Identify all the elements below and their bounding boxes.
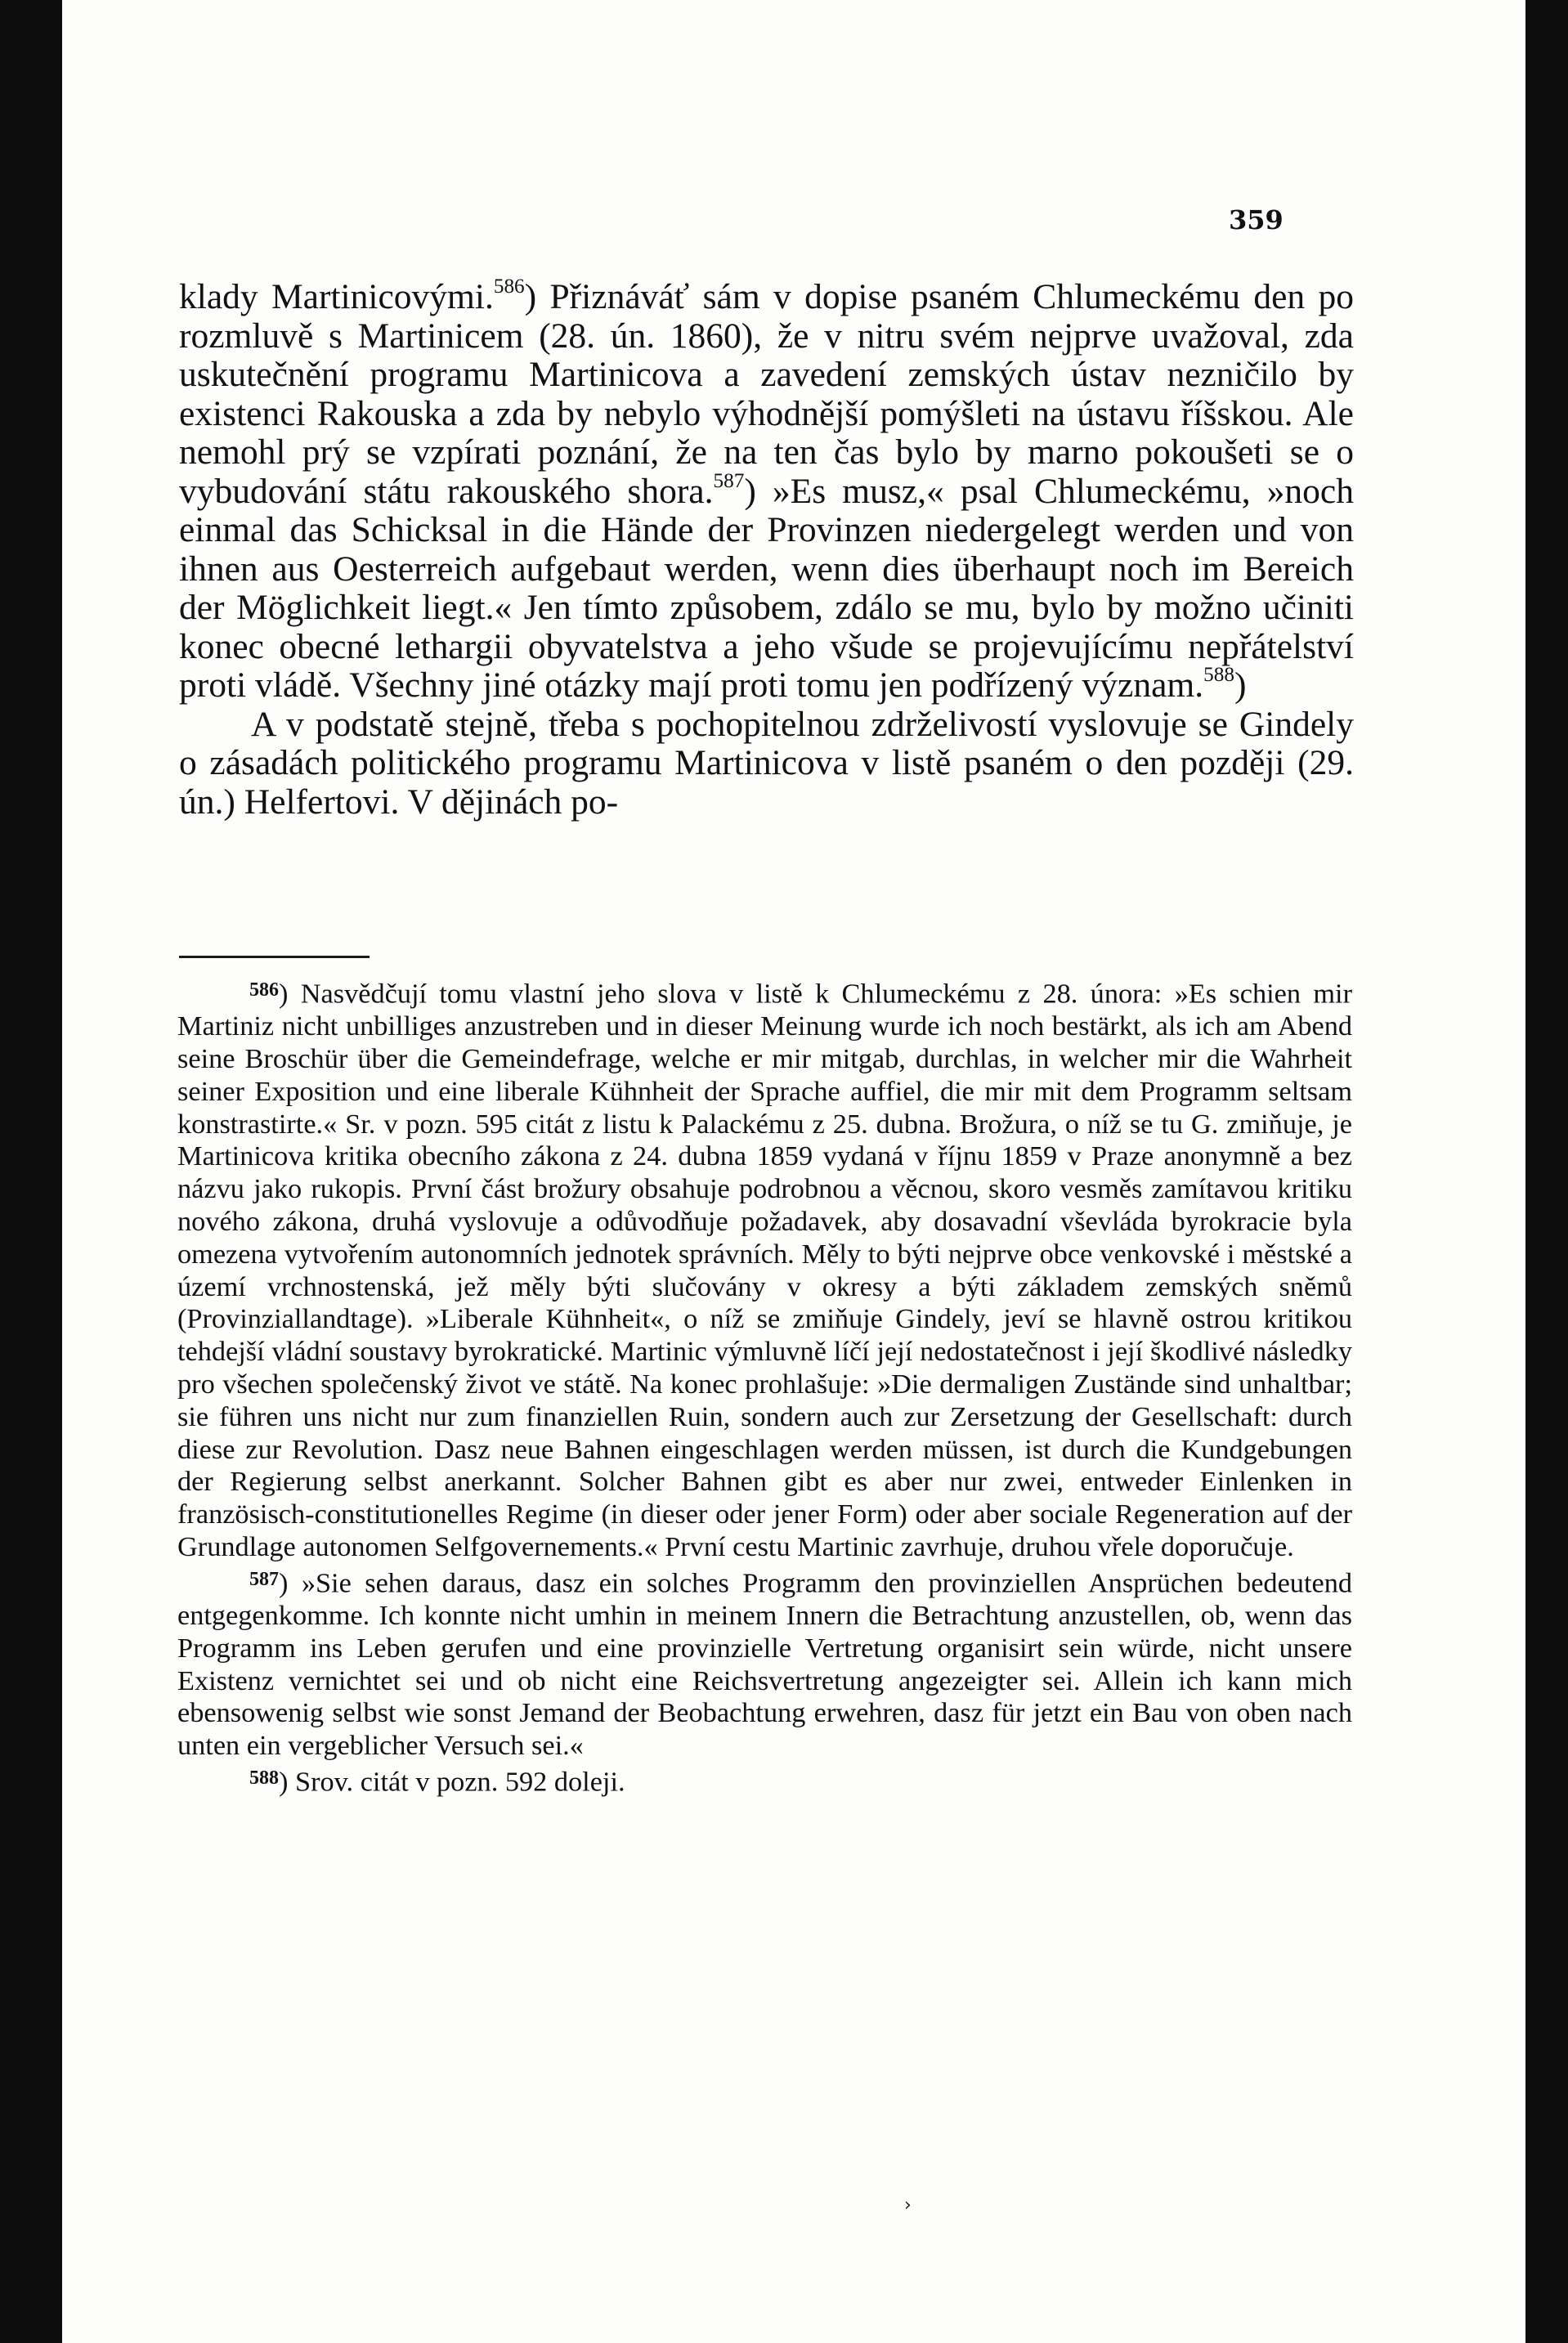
paragraph-2 <box>179 706 1354 822</box>
text-run: ) Přiznáváť sám v dopise psaném Chlumeckému den po rozmluvě s Martinicem (28. ún. 1860), že v nitru svém nejprve uvažoval, zda uskutečnění programu Martinicova a zavedení zemských ústav nezničilo by existenci Rakouska a zda by nebylo výhodnější pomýšleti na ústavu říšskou. Ale nemohl prý se vzpírati poznání, že na ten čas bylo by marno pokoušeti se o vybudování státu rakouského shora. <box>179 277 1354 511</box>
main-text <box>179 278 1354 822</box>
footnote-ref-586: 586 <box>493 276 525 298</box>
footnote-mark: 587 <box>249 1568 279 1590</box>
footnote-587 <box>177 1564 1352 1763</box>
footnote-text: ) »Sie sehen daraus, dasz ein solches Programm den provinziellen Ansprüchen bedeutend entgegenkomme. Ich konnte nicht umhin in meinem Innern die Betrachtung anzustellen, ob, wenn das Programm ins Leben gerufen und eine provinzielle Vertretung organisirt sein würde, nicht unsere Existenz vernichtet sei und ob nicht eine Reichsvertretung angezeigter sei. Allein ich kann mich ebensowenig selbst wie sonst Jemand der Beobachtung erwehren, dasz für jetzt ein Bau von oben nach unten ein vergeblicher Versuch sei.« <box>177 1567 1352 1762</box>
text-run: ) »Es musz,« psal Chlumeckému, »noch einmal das Schicksal in die Hände der Provinzen niedergelegt werden und von ihnen aus Oesterreich aufgebaut werden, wenn dies überhaupt noch im Bereich der Möglichkeit liegt.« Jen tímto způsobem, zdálo se mu, bylo by možno učiniti konec obecné lethargii obyvatelstva a jeho všude se projevujícímu nepřátelství proti vládě. Všechny jiné otázky mají proti tomu jen podřízený význam. <box>179 471 1354 705</box>
print-speck: › <box>904 2195 912 2215</box>
text-run: ) <box>1234 665 1247 705</box>
footnote-588 <box>177 1763 1352 1799</box>
book-page <box>62 0 1525 2343</box>
footnote-text: ) Srov. citát v pozn. 592 doleji. <box>279 1766 625 1798</box>
footnote-mark: 586 <box>249 979 279 1001</box>
paragraph-1 <box>179 278 1354 706</box>
footnote-ref-587: 587 <box>713 469 745 492</box>
footnotes <box>177 974 1352 1799</box>
footnote-separator <box>179 956 370 958</box>
page-number: 359 <box>1229 204 1284 235</box>
text-run: klady Martinicovými. <box>179 277 494 316</box>
text-run: A v podstatě stejně, třeba s pochopitelnou zdrželivostí vyslovuje se Gindely o zásadách politického programu Martinicova v listě psaném o den později (29. ún.) Helfertovi. V dějinách po- <box>179 704 1354 822</box>
footnote-mark: 588 <box>249 1767 279 1789</box>
footnote-text: ) Nasvědčují tomu vlastní jeho slova v listě k Chlumeckému z 28. února: »Es schien mir Martiniz nicht unbilliges anzustreben und in dieser Meinung wurde ich noch bestärkt, als ich am Abend seine Broschür über die Gemeindefrage, welche er mir mitgab, durchlas, in welcher mir die Wahrheit seiner Exposition und eine liberale Kühnheit der Sprache auffiel, die mir mit dem Programm seltsam konstrastirte.« Sr. v pozn. 595 citát z listu k Palackému z 25. dubna. Brožura, o níž se tu G. zmiňuje, je Martinicova kritika obecního zákona z 24. dubna 1859 vydaná v říjnu 1859 v Praze anonymně a bez názvu jako rukopis. První část brožury obsahuje podrobnou a věcnou, skoro vesměs zamítavou kritiku nového zákona, druhá vyslovuje a odůvodňuje požadavek, aby dosavadní vševláda byrokracie byla omezena vytvořením autonomních jednotek správních. Měly to býti nejprve obce venkovské i městské a území vrchnostenská, jež měly býti slučovány v okresy a býti základem zemských sněmů (Provinziallandtage). »Liberale Kühnheit«, o níž se zmiňuje Gindely, jeví se hlavně ostrou kritikou tehdejší vládní soustavy byrokratické. Martinic výmluvně líčí její nedostatečnost i její škodlivé následky pro všechen společenský život ve státě. Na konec prohlašuje: »Die dermaligen Zustände sind unhaltbar; sie führen uns nicht nur zum finanziellen Ruin, sondern auch zur Zersetzung der Gesellschaft: durch diese zur Revolution. Dasz neue Bahnen eingeschlagen werden müssen, ist durch die Kundgebungen der Regierung selbst anerkannt. Solcher Bahnen gibt es aber nur zwei, entweder Einlenken in französisch-constitutionelles Regime (in dieser oder jener Form) oder aber sociale Regeneration auf der Grundlage autonomen Selfgovernements.« První cestu Martinic zavrhuje, druhou vřele doporučuje. <box>177 978 1352 1562</box>
footnote-586 <box>177 974 1352 1564</box>
footnote-ref-588: 588 <box>1203 664 1234 687</box>
